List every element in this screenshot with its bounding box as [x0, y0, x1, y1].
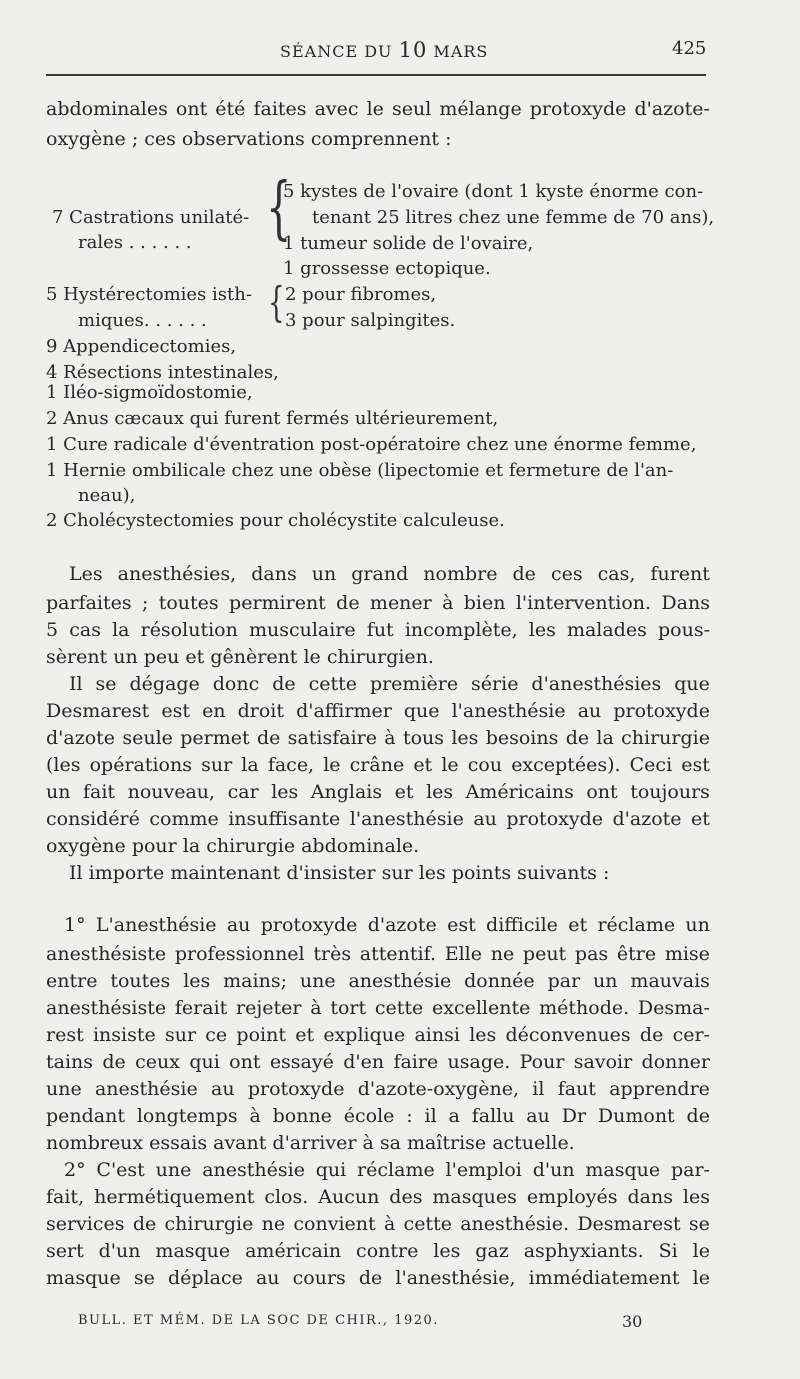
body-line: parfaites ; toutes permirent de mener à bien l'intervention. Dans — [46, 592, 710, 614]
body-line: anesthésiste ferait rejeter à tort cette excellente méthode. Desma- — [46, 997, 710, 1019]
body-line: pendant longtemps à bonne école : il a fallu au Dr Dumont de — [46, 1105, 710, 1127]
header-title-prefix: SÉANCE DU — [280, 42, 399, 61]
castrations-brace: { — [266, 169, 292, 249]
body-line: un fait nouveau, car les Anglais et les Américains ont toujours — [46, 781, 710, 803]
castrations-item: 1 tumeur solide de l'ovaire, — [283, 233, 534, 254]
list-item: 1 Hernie ombilicale chez une obèse (lipectomie et fermeture de l'an- — [46, 460, 674, 481]
body-line: nombreux essais avant d'arriver à sa maîtrise actuelle. — [46, 1132, 575, 1154]
journal-footer: BULL. ET MÉM. DE LA SOC DE CHIR., 1920. — [78, 1313, 439, 1328]
castrations-label-line1: 7 Castrations unilaté- — [52, 207, 250, 228]
body-line: considéré comme insuffisante l'anesthésie au protoxyde d'azote et — [46, 808, 710, 830]
hysterectomies-label-line1: 5 Hystérectomies isth- — [46, 284, 252, 305]
list-item: 4 Résections intestinales, — [46, 362, 279, 383]
list-item: 2 Anus cæcaux qui furent fermés ultérieurement, — [46, 408, 499, 429]
hysterectomies-item: 2 pour fibromes, — [285, 284, 437, 305]
hysterectomies-item: 3 pour salpingites. — [285, 310, 456, 331]
body-line: anesthésiste professionnel très attentif. Elle ne peut pas être mise — [46, 943, 710, 965]
hysterectomies-brace: { — [268, 279, 285, 328]
castrations-item: 1 grossesse ectopique. — [283, 258, 491, 279]
body-line: (les opérations sur la face, le crâne et le cou exceptées). Ceci est — [46, 754, 710, 776]
body-line: Les anesthésies, dans un grand nombre de ces cas, furent — [69, 563, 710, 585]
list-item: neau), — [78, 485, 136, 506]
page-number: 425 — [672, 38, 707, 59]
body-line: sert d'un masque américain contre les gaz asphyxiants. Si le — [46, 1240, 710, 1262]
intro-line: oxygène ; ces observations comprennent : — [46, 128, 452, 150]
hysterectomies-label-line2: miques. . . . . . — [78, 310, 207, 331]
header-rule — [46, 74, 706, 76]
body-line: 5 cas la résolution musculaire fut incomplète, les malades pous- — [46, 619, 710, 641]
body-line: tains de ceux qui ont essayé d'en faire usage. Pour savoir donner — [46, 1051, 710, 1073]
list-item: 1 Cure radicale d'éventration post-opératoire chez une énorme femme, — [46, 434, 697, 455]
body-line: une anesthésie au protoxyde d'azote-oxygène, il faut apprendre — [46, 1078, 710, 1100]
body-line: Il se dégage donc de cette première série d'anesthésies que — [69, 673, 710, 695]
castrations-item: tenant 25 litres chez une femme de 70 ans), — [312, 207, 715, 228]
castrations-item: 5 kystes de l'ovaire (dont 1 kyste énorme con- — [283, 181, 704, 202]
header-title-day: 10 — [398, 38, 428, 62]
body-line: services de chirurgie ne convient à cette anesthésie. Desmarest se — [46, 1213, 710, 1235]
list-item: 1 Iléo-sigmoïdostomie, — [46, 382, 253, 403]
sheet-number: 30 — [622, 1312, 643, 1331]
body-line: oxygène pour la chirurgie abdominale. — [46, 835, 420, 857]
header-title-month: MARS — [427, 42, 489, 61]
list-item: 9 Appendicectomies, — [46, 336, 237, 357]
body-line: Il importe maintenant d'insister sur les points suivants : — [69, 862, 610, 884]
castrations-label-line2: rales . . . . . . — [78, 232, 192, 253]
running-header — [280, 38, 488, 62]
body-line: 2° C'est une anesthésie qui réclame l'emploi d'un masque par- — [64, 1159, 710, 1181]
body-line: 1° L'anesthésie au protoxyde d'azote est difficile et réclame un — [64, 914, 710, 936]
body-line: rest insiste sur ce point et explique ainsi les déconvenues de cer- — [46, 1024, 710, 1046]
body-line: Desmarest est en droit d'affirmer que l'anesthésie au protoxyde — [46, 700, 710, 722]
body-line: entre toutes les mains; une anesthésie donnée par un mauvais — [46, 970, 710, 992]
intro-line: abdominales ont été faites avec le seul mélange protoxyde d'azote- — [46, 98, 710, 120]
body-line: masque se déplace au cours de l'anesthésie, immédiatement le — [46, 1267, 710, 1289]
body-line: fait, hermétiquement clos. Aucun des masques employés dans les — [46, 1186, 710, 1208]
body-line: sèrent un peu et gênèrent le chirurgien. — [46, 646, 434, 668]
body-line: d'azote seule permet de satisfaire à tous les besoins de la chirurgie — [46, 727, 710, 749]
list-item: 2 Cholécystectomies pour cholécystite calculeuse. — [46, 510, 505, 531]
